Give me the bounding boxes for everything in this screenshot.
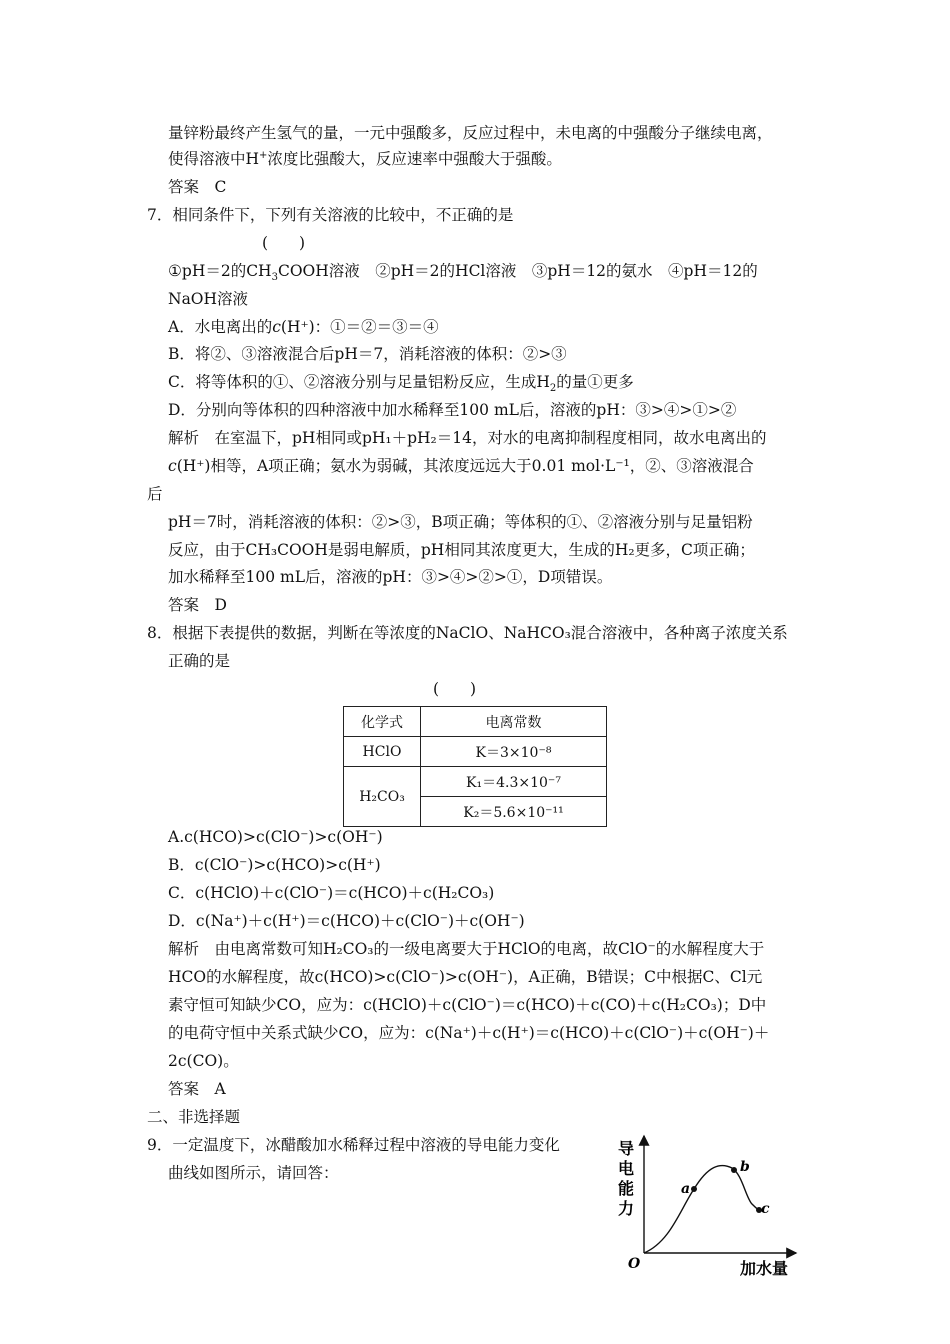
q7-analysis-1: 解析 在室温下，pH相同或pH₁＋pH₂＝14，对水的电离抑制程度相同，故水电离出的: [168, 429, 767, 447]
y-label-4: 力: [618, 1199, 635, 1218]
q7-solutions-2: NaOH溶液: [168, 290, 249, 308]
section-heading: 二、非选择题: [147, 1108, 241, 1126]
origin-label: O: [628, 1256, 641, 1272]
q7-analysis-4: 反应，由于CH₃COOH是弱电解质，pH相同其浓度更大，生成的H₂更多，C项正确；: [168, 541, 755, 559]
x-label: 加水量: [740, 1259, 789, 1278]
q8-option-b: B．c(ClO⁻)>c(HCO)>c(H⁺): [168, 856, 381, 874]
ionization-constant-table: [343, 706, 607, 827]
q8-option-d: D．c(Na⁺)＋c(H⁺)＝c(HCO)＋c(ClO⁻)＋c(OH⁻): [168, 912, 525, 930]
y-label-2: 电: [618, 1159, 635, 1178]
conductivity-figure: [610, 1130, 810, 1280]
point-label-b: b: [740, 1159, 750, 1175]
q8-answer: 答案 A: [168, 1080, 226, 1098]
q8-stem-2: 正确的是: [168, 652, 231, 670]
q9-stem-1: 9．一定温度下，冰醋酸加水稀释过程中溶液的导电能力变化: [147, 1136, 560, 1154]
q8-option-a: A.c(HCO)>c(ClO⁻)>c(OH⁻): [168, 828, 383, 846]
intro-line-1: 量锌粉最终产生氢气的量，一元中强酸多，反应过程中，未电离的中强酸分子继续电离，: [168, 124, 773, 142]
y-label-1: 导: [618, 1139, 635, 1158]
point-a: [691, 1186, 697, 1192]
table-cell-h2co3-k1: K₁＝4.3×10⁻⁷: [421, 767, 607, 797]
q8-analysis-5: 2c(CO)。: [168, 1052, 239, 1070]
intro-answer: 答案 C: [168, 178, 227, 196]
q7-analysis-2b: 后: [147, 485, 163, 503]
q8-analysis-3: 素守恒可知缺少CO，应为：c(HClO)＋c(ClO⁻)＝c(HCO)＋c(CO)＋c(H₂CO₃)；D中: [168, 996, 767, 1014]
q7-answer: 答案 D: [168, 596, 227, 614]
table-header-constant: 电离常数: [421, 707, 607, 737]
q7-solutions: ①pH＝2的$CH_3COOH$溶液 ②pH＝2的HCl溶液 ③pH＝12的氨水 ④pH＝12的: [168, 262, 758, 284]
point-label-c: c: [761, 1201, 770, 1217]
table-cell-h2co3: H₂CO₃: [344, 767, 421, 827]
q8-analysis-4: 的电荷守恒中关系式缺少CO，应为：c(Na⁺)＋c(H⁺)＝c(HCO)＋c(ClO⁻)＋c(OH⁻)＋: [168, 1024, 770, 1042]
table-cell-h2co3-k2: K₂＝5.6×10⁻¹¹: [421, 797, 607, 827]
intro-line-2: 使得溶液中H+浓度比强酸大，反应速率中强酸大于强酸。: [168, 149, 562, 168]
q7-option-b: B．将②、③溶液混合后pH＝7，消耗溶液的体积：②>③: [168, 345, 567, 363]
point-b: [731, 1167, 737, 1173]
table-cell-hclo: HClO: [344, 737, 421, 767]
q7-analysis-5: 加水稀释至100 mL后，溶液的pH：③>④>②>①，D项错误。: [168, 568, 613, 586]
point-label-a: a: [681, 1181, 691, 1197]
y-label-3: 能: [618, 1179, 635, 1198]
q7-option-d: D．分别向等体积的四种溶液中加水稀释至100 mL后，溶液的pH：③>④>①>②: [168, 401, 737, 419]
q7-analysis-2: c(H⁺)相等，A项正确；氨水为弱碱，其浓度远远大于0.01 mol·L⁻¹，②、③溶液混合: [168, 457, 754, 475]
q7-answer-paren: ( ): [262, 234, 306, 252]
q7-option-c: C．将等体积的①、②溶液分别与足量铝粉反应，生成$H_2$的量①更多: [168, 373, 634, 395]
q7-option-a: A．水电离出的c(H⁺)：①＝②＝③＝④: [168, 318, 439, 336]
q8-answer-paren: ( ): [433, 680, 477, 698]
q9-stem-2: 曲线如图所示，请回答：: [168, 1164, 339, 1182]
q7-analysis-3: pH＝7时，消耗溶液的体积：②>③，B项正确；等体积的①、②溶液分别与足量铝粉: [168, 513, 753, 531]
q7-stem: 7．相同条件下，下列有关溶液的比较中，不正确的是: [147, 206, 514, 224]
q8-stem: 8．根据下表提供的数据，判断在等浓度的NaClO、NaHCO₃混合溶液中，各种离子浓度关系: [147, 624, 788, 642]
q8-analysis-1: 解析 由电离常数可知H₂CO₃的一级电离要大于HClO的电离，故ClO⁻的水解程度大于: [168, 940, 765, 958]
q8-option-c: C．c(HClO)＋c(ClO⁻)＝c(HCO)＋c(H₂CO₃): [168, 884, 495, 902]
table-cell-hclo-k: K＝3×10⁻⁸: [421, 737, 607, 767]
conductivity-curve: [644, 1166, 762, 1253]
table-header-formula: 化学式: [344, 707, 421, 737]
q8-analysis-2: HCO的水解程度，故c(HCO)>c(ClO⁻)>c(OH⁻)，A正确，B错误；C中根据C、Cl元: [168, 968, 763, 986]
